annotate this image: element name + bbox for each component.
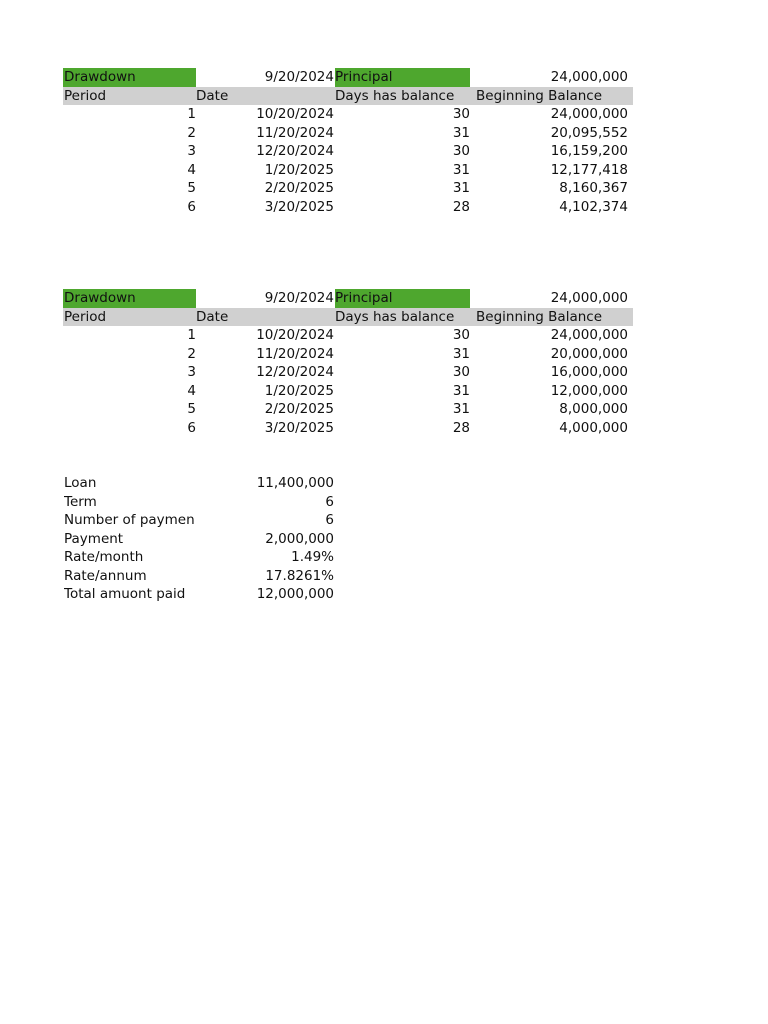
summary-row [63,567,343,586]
drawdown-row [63,68,633,87]
header-days[interactable]: Days has balance [335,308,455,325]
summary-row [63,474,343,493]
table-header-row [63,87,633,106]
table-row [63,142,633,161]
period-cell[interactable]: 3 [187,364,196,380]
summary-label[interactable]: Loan [64,475,97,491]
summary-value[interactable]: 2,000,000 [265,530,334,547]
table-row [63,105,633,124]
header-balance[interactable]: Beginning Balance [476,308,603,325]
table-row [63,419,633,438]
days-cell[interactable]: 30 [452,327,470,343]
days-cell[interactable]: 31 [452,401,470,417]
table-row [63,198,633,217]
header-period[interactable]: Period [64,308,107,325]
header-date[interactable]: Date [196,308,229,325]
schedule-table-1 [63,68,633,216]
drawdown-label[interactable]: Drawdown [63,68,196,87]
period-cell[interactable]: 2 [187,124,196,141]
balance-cell[interactable]: 4,102,374 [559,198,628,215]
date-cell[interactable]: 11/20/2024 [256,345,334,362]
summary-value[interactable]: 1.49% [291,549,334,565]
days-cell[interactable]: 31 [452,161,470,178]
summary-value[interactable]: 11,400,000 [256,475,334,491]
balance-cell[interactable]: 12,177,418 [550,161,628,178]
balance-cell[interactable]: 12,000,000 [550,382,628,399]
period-cell[interactable]: 6 [187,419,196,436]
period-cell[interactable]: 1 [187,106,196,122]
summary-label[interactable]: Total amuont paid [64,586,186,602]
period-cell[interactable]: 4 [187,161,196,178]
summary-row [63,548,343,567]
summary-row [63,530,343,549]
balance-cell[interactable]: 8,000,000 [559,401,628,417]
table-row [63,124,633,143]
summary-row [63,585,343,604]
summary-label[interactable]: Rate/month [64,549,144,565]
table-row [63,179,633,198]
summary-row [63,511,343,530]
table-row [63,345,633,364]
summary-value[interactable]: 6 [325,512,334,528]
principal-label[interactable]: Principal [335,289,470,308]
drawdown-row [63,289,633,308]
summary-label[interactable]: Payment [64,530,124,547]
days-cell[interactable]: 28 [452,419,470,436]
period-cell[interactable]: 3 [187,143,196,159]
balance-cell[interactable]: 4,000,000 [559,419,628,436]
summary-label[interactable]: Number of paymen [64,512,195,528]
date-cell[interactable]: 3/20/2025 [264,419,334,436]
drawdown-date[interactable]: 9/20/2024 [264,69,334,85]
period-cell[interactable]: 2 [187,345,196,362]
summary-label[interactable]: Term [64,493,97,510]
table-header-row [63,308,633,327]
drawdown-date[interactable]: 9/20/2024 [264,290,334,306]
period-cell[interactable]: 1 [187,327,196,343]
date-cell[interactable]: 10/20/2024 [256,327,334,343]
header-balance[interactable]: Beginning Balance [476,87,603,104]
days-cell[interactable]: 31 [452,345,470,362]
principal-label[interactable]: Principal [335,68,470,87]
days-cell[interactable]: 28 [452,198,470,215]
drawdown-label[interactable]: Drawdown [63,289,196,308]
summary-row [63,493,343,512]
date-cell[interactable]: 1/20/2025 [264,382,334,399]
days-cell[interactable]: 30 [452,106,470,122]
days-cell[interactable]: 30 [452,364,470,380]
date-cell[interactable]: 12/20/2024 [256,143,334,159]
date-cell[interactable]: 10/20/2024 [256,106,334,122]
table-row [63,326,633,345]
table-row [63,382,633,401]
table-row [63,400,633,419]
summary-label[interactable]: Rate/annum [64,567,147,584]
date-cell[interactable]: 2/20/2025 [264,180,334,196]
period-cell[interactable]: 5 [187,401,196,417]
days-cell[interactable]: 31 [452,180,470,196]
days-cell[interactable]: 31 [452,124,470,141]
header-days[interactable]: Days has balance [335,87,455,104]
period-cell[interactable]: 5 [187,180,196,196]
balance-cell[interactable]: 16,000,000 [550,364,628,380]
table-row [63,363,633,382]
date-cell[interactable]: 12/20/2024 [256,364,334,380]
summary-value[interactable]: 12,000,000 [256,586,334,602]
balance-cell[interactable]: 8,160,367 [559,180,628,196]
date-cell[interactable]: 11/20/2024 [256,124,334,141]
date-cell[interactable]: 2/20/2025 [264,401,334,417]
balance-cell[interactable]: 16,159,200 [550,143,628,159]
balance-cell[interactable]: 24,000,000 [550,327,628,343]
period-cell[interactable]: 6 [187,198,196,215]
days-cell[interactable]: 31 [452,382,470,399]
date-cell[interactable]: 1/20/2025 [264,161,334,178]
loan-summary [63,474,343,604]
summary-value[interactable]: 6 [325,493,334,510]
header-date[interactable]: Date [196,87,229,104]
table-row [63,161,633,180]
balance-cell[interactable]: 20,095,552 [550,124,628,141]
days-cell[interactable]: 30 [452,143,470,159]
header-period[interactable]: Period [64,87,107,104]
principal-value[interactable]: 24,000,000 [550,290,628,306]
principal-value[interactable]: 24,000,000 [550,69,628,85]
period-cell[interactable]: 4 [187,382,196,399]
date-cell[interactable]: 3/20/2025 [264,198,334,215]
schedule-table-2 [63,289,633,437]
summary-value[interactable]: 17.8261% [265,567,334,584]
balance-cell[interactable]: 20,000,000 [550,345,628,362]
balance-cell[interactable]: 24,000,000 [550,106,628,122]
